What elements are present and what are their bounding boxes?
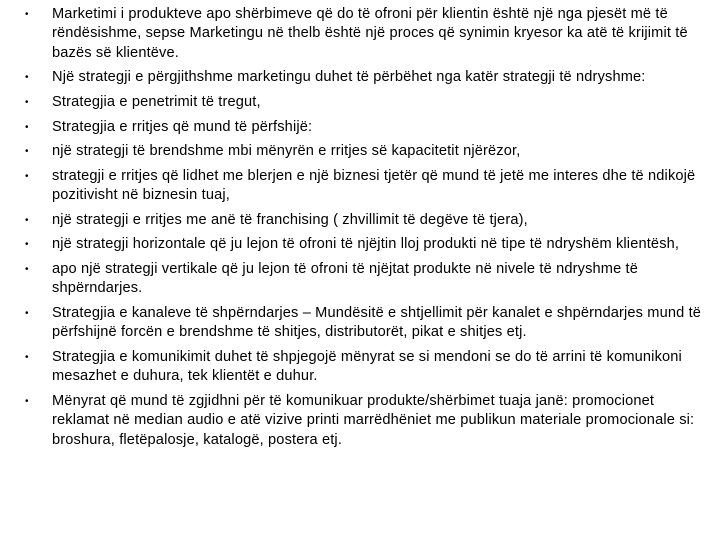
bullet-icon: •: [25, 351, 29, 363]
bullet-item-distribution-channels: [25, 304, 715, 343]
bullet-text: Marketimi i produkteve apo shërbimeve që do të ofroni për klientin është një nga pjesët më të rëndësishme, sepse Marketingu në thelb është një proces që synimin kryesor ka atë të krijimit të bazës së klientëve.: [52, 6, 688, 61]
bullet-item-market-penetration: [25, 93, 715, 112]
bullet-text: Strategjia e penetrimit të tregut,: [52, 94, 261, 110]
bullet-item-vertical-strategy: [25, 260, 715, 299]
bullet-item-acquisition-growth: [25, 167, 715, 206]
bullet-list: [25, 5, 715, 455]
bullet-text: Një strategji e përgjithshme marketingu duhet të përbëhet nga katër strategji të ndryshme:: [52, 69, 646, 86]
bullet-text: Strategjia e kanaleve të shpërndarjes – Mundësitë e shtjellimit për kanalet e shpërndarjes mund të përfshijnë forcën e brendshme të shitjes, distributorët, pikat e shitjes etj.: [52, 304, 702, 341]
bullet-item-growth-strategy: [25, 118, 715, 137]
bullet-text: apo një strategji vertikale që ju lejon të ofroni të njëjtat produkte në nivele të ndryshme të shpërndarjes.: [52, 260, 639, 297]
bullet-icon: •: [25, 72, 29, 84]
bullet-text: një strategji të brendshme mbi mënyrën e rritjes së kapacitetit njërëzor,: [52, 143, 521, 160]
bullet-icon: •: [25, 9, 29, 20]
bullet-icon: •: [25, 395, 29, 407]
bullet-item-horizontal-strategy: [25, 235, 715, 254]
bullet-item-internal-growth: [25, 142, 715, 161]
bullet-icon: •: [25, 97, 29, 108]
bullet-text: një strategji horizontale që ju lejon të ofroni të njëjtin lloj produkti në tipe të ndryshëm klientësh,: [52, 236, 680, 253]
bullet-icon: •: [25, 214, 29, 226]
bullet-icon: •: [25, 170, 29, 182]
bullet-item-marketing-intro: [25, 5, 715, 63]
bullet-text: Strategjia e rritjes që mund të përfshijë:: [52, 118, 313, 135]
bullet-item-franchising-growth: [25, 211, 715, 230]
bullet-item-communication-methods: [25, 392, 715, 450]
bullet-text: një strategji e rritjes me anë të franchising ( zhvillimit të degëve të tjera),: [52, 211, 528, 228]
bullet-text: Strategjia e komunikimit duhet të shpjegojë mënyrat se si mendoni se do të arrini të komunikoni mesazhet e duhura, tek klientët e duhur.: [52, 348, 682, 385]
bullet-icon: •: [25, 121, 29, 133]
bullet-item-communication-strategy: [25, 348, 715, 387]
bullet-text: Mënyrat që mund të zgjidhni për të komunikuar produkte/shërbimet tuaja janë: promocionet reklamat në median audio e atë vizive printi marrëdhëniet me publikun materiale promocionale si: broshura, fletëpalosje, katalogë, postera etj.: [52, 392, 695, 448]
bullet-icon: •: [25, 307, 29, 319]
bullet-icon: •: [25, 239, 29, 251]
bullet-icon: •: [25, 263, 29, 275]
bullet-item-general-strategy: [25, 68, 715, 87]
bullet-icon: •: [25, 146, 29, 158]
bullet-text: strategji e rritjes që lidhet me blerjen e një biznesi tjetër që mund të jetë me interes dhe të ndikojë pozitivisht në biznesin tuaj,: [52, 167, 696, 204]
